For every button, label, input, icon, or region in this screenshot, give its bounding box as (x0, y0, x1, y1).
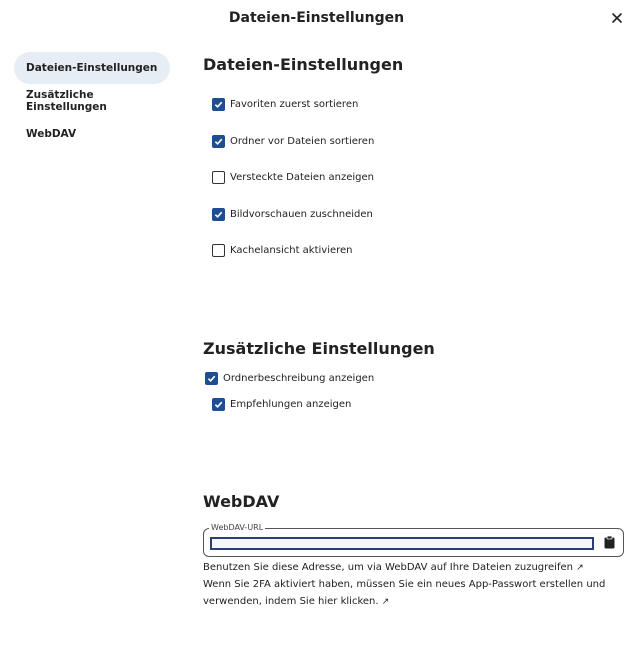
external-link-icon: ↗ (381, 597, 390, 607)
checkbox-checked[interactable] (205, 372, 218, 385)
additional-settings-title: Zusätzliche Einstellungen (203, 339, 435, 358)
nav-item-label: Dateien-Einstellungen (26, 62, 158, 74)
help-line-1: Benutzen Sie diese Adresse, um via WebDAV auf Ihre Dateien zuzugreifen (203, 562, 573, 573)
option-show-hidden[interactable] (212, 169, 374, 185)
check-icon (214, 210, 223, 219)
files-settings-title: Dateien-Einstellungen (203, 55, 404, 74)
webdav-url-field (203, 523, 624, 557)
nav-item-label: WebDAV (26, 128, 77, 140)
clipboard-icon (604, 536, 615, 549)
close-icon (612, 13, 622, 23)
help-line-2: Wenn Sie 2FA aktiviert haben, müssen Sie ein neues App-Passwort erstellen und (203, 579, 606, 590)
check-icon (214, 400, 223, 409)
nav-item-label: Zusätzliche Einstellungen (26, 89, 107, 113)
webdav-help-link[interactable] (203, 562, 584, 573)
settings-nav (14, 52, 170, 151)
twofa-help-text (203, 576, 605, 593)
option-label: Versteckte Dateien anzeigen (230, 171, 374, 183)
webdav-help-text (203, 559, 584, 577)
help-line-3: verwenden, indem Sie hier klicken. (203, 596, 379, 607)
checkbox-checked[interactable] (212, 135, 225, 148)
checkbox-checked[interactable] (212, 98, 225, 111)
checkbox-unchecked[interactable] (212, 244, 225, 257)
option-folders-first[interactable] (212, 133, 374, 149)
option-label: Ordnerbeschreibung anzeigen (223, 372, 375, 384)
option-label: Favoriten zuerst sortieren (230, 98, 359, 110)
option-folder-description[interactable] (205, 370, 374, 386)
dialog-title: Dateien-Einstellungen (228, 10, 405, 26)
app-password-link[interactable] (203, 596, 389, 607)
nav-item-files-settings[interactable] (14, 52, 170, 84)
external-link-icon: ↗ (576, 563, 584, 573)
twofa-help-link-row (203, 593, 389, 611)
nav-item-additional-settings[interactable] (14, 85, 170, 117)
option-favorites-first[interactable] (212, 96, 358, 112)
webdav-title: WebDAV (203, 492, 280, 511)
copy-url-button[interactable] (601, 534, 618, 551)
option-grid-view[interactable] (212, 242, 353, 258)
webdav-url-label: WebDAV-URL (211, 523, 264, 532)
check-icon (214, 100, 223, 109)
checkbox-checked[interactable] (212, 208, 225, 221)
nav-item-webdav[interactable] (14, 118, 170, 150)
option-label: Empfehlungen anzeigen (230, 398, 352, 410)
option-recommendations[interactable] (212, 396, 351, 412)
close-button[interactable] (605, 7, 629, 29)
check-icon (207, 374, 216, 383)
option-label: Ordner vor Dateien sortieren (230, 135, 375, 147)
checkbox-unchecked[interactable] (212, 171, 225, 184)
check-icon (214, 137, 223, 146)
option-label: Bildvorschauen zuschneiden (230, 208, 373, 220)
option-crop-previews[interactable] (212, 206, 373, 222)
webdav-url-input[interactable] (210, 537, 594, 550)
checkbox-checked[interactable] (212, 398, 225, 411)
option-label: Kachelansicht aktivieren (230, 244, 353, 256)
